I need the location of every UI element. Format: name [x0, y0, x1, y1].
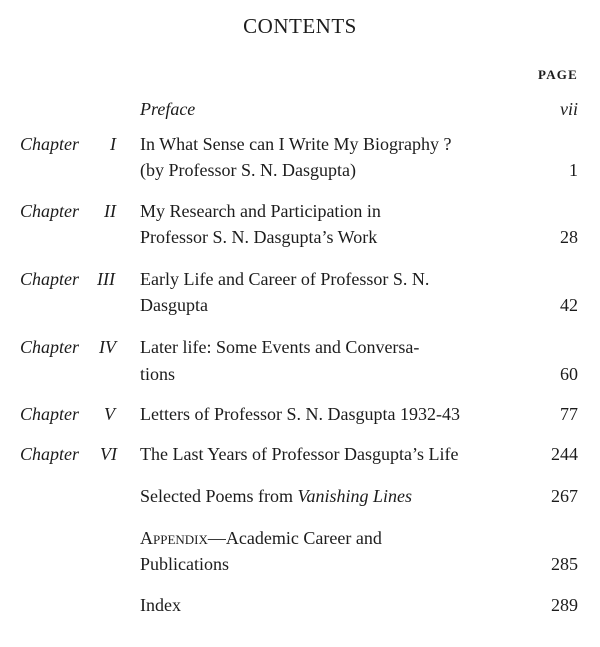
preface-title: Preface — [140, 99, 196, 119]
appendix-page: 285 — [551, 554, 578, 574]
chapter-label: Chapter — [20, 444, 80, 464]
chapter-title-line1: My Research and Participation in — [140, 201, 381, 221]
chapter-label: Chapter — [20, 201, 80, 221]
chapter-page: 42 — [560, 295, 578, 315]
chapter-title-line1: The Last Years of Professor Dasgupta’s Life — [140, 444, 459, 464]
chapter-title-line2: (by Professor S. N. Dasgupta) — [140, 160, 356, 180]
chapter-title-line1: Early Life and Career of Professor S. N. — [140, 269, 430, 289]
chapter-page: 28 — [560, 227, 578, 247]
chapter-title-line1: Letters of Professor S. N. Dasgupta 1932-43 — [140, 404, 460, 424]
page-column-label: PAGE — [538, 67, 578, 82]
index-title: Index — [140, 595, 181, 615]
chapter-numeral: III — [97, 269, 115, 289]
chapter-numeral: I — [110, 134, 116, 154]
chapter-title-line2: Professor S. N. Dasgupta’s Work — [140, 227, 378, 247]
chapter-page: 1 — [569, 160, 578, 180]
appendix-label: Appendix — [140, 528, 208, 548]
chapter-title-line2: tions — [140, 364, 176, 384]
preface-page: vii — [560, 99, 578, 119]
chapter-label: Chapter — [20, 404, 80, 424]
chapter-numeral: II — [104, 201, 116, 221]
chapter-label: Chapter — [20, 269, 80, 289]
chapter-numeral: V — [104, 404, 115, 424]
chapter-label: Chapter — [20, 134, 80, 154]
poems-book-title: Vanishing Lines — [297, 486, 412, 506]
poems-prefix: Selected Poems from — [140, 486, 298, 506]
chapter-numeral: IV — [99, 337, 116, 357]
appendix-title-line1 — [140, 525, 540, 551]
poems-page: 267 — [551, 486, 578, 506]
chapter-title-line1: In What Sense can I Write My Biography ? — [140, 134, 452, 154]
contents-heading: CONTENTS — [243, 14, 357, 38]
chapter-title-line2: Dasgupta — [140, 295, 208, 315]
chapter-page: 77 — [560, 404, 578, 424]
appendix-title-line2: Publications — [140, 554, 229, 574]
index-page: 289 — [551, 595, 578, 615]
poems-title — [140, 483, 540, 509]
appendix-title-rest: —Academic Career and — [207, 528, 382, 548]
chapter-numeral: VI — [100, 444, 117, 464]
chapter-page: 244 — [551, 444, 578, 464]
chapter-label: Chapter — [20, 337, 80, 357]
chapter-page: 60 — [560, 364, 578, 384]
chapter-title-line1: Later life: Some Events and Conversa- — [140, 337, 420, 357]
